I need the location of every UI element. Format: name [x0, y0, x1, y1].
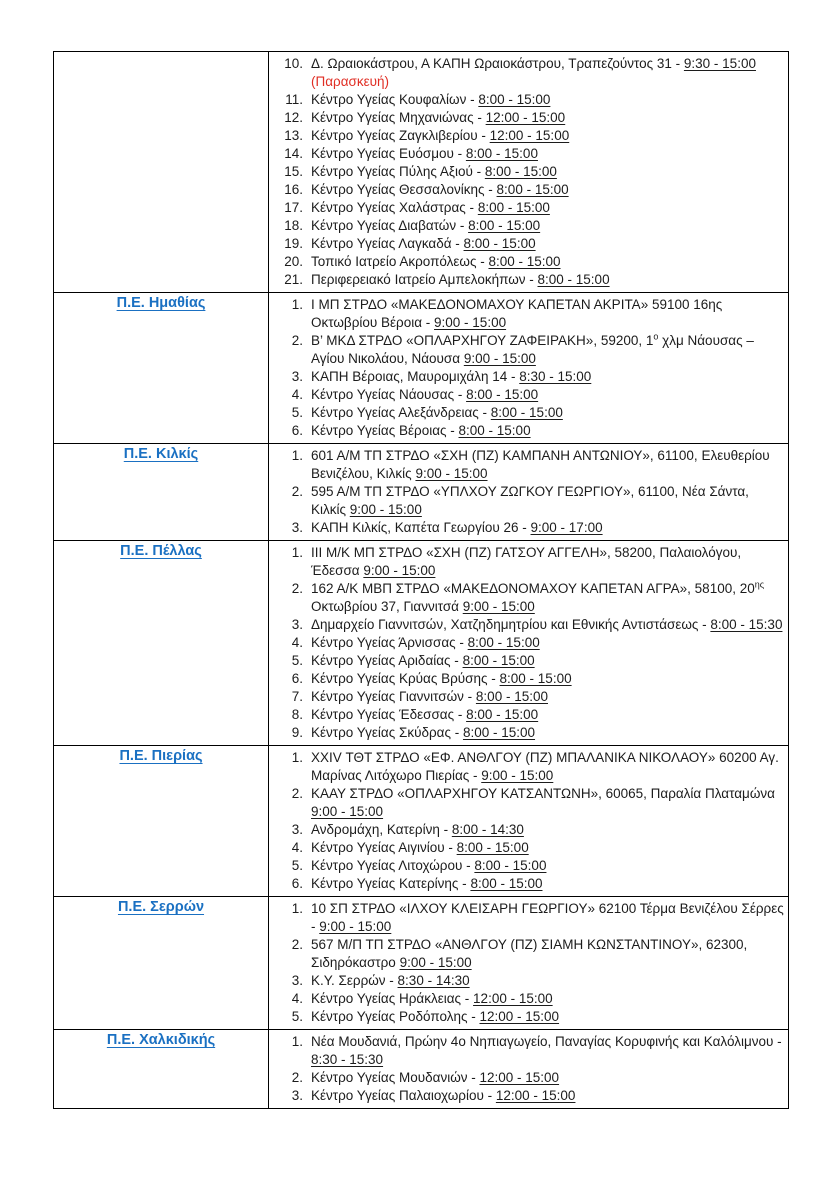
region-link[interactable]: Π.Ε. Σερρών	[117, 899, 205, 915]
item-number: 12.	[284, 110, 303, 125]
item-hours: 8:30 - 15:30	[311, 1052, 384, 1067]
item-number: 6.	[291, 671, 303, 686]
region-link[interactable]: Π.Ε. Πιερίας	[119, 748, 203, 764]
item-text	[311, 368, 784, 386]
item-hours: 9:00 - 15:00	[463, 351, 536, 366]
item-note: (Παρασκευή)	[311, 74, 390, 89]
item-text	[311, 181, 784, 199]
item-number: 5.	[291, 405, 303, 420]
item-hours: 9:00 - 15:00	[311, 804, 384, 819]
item-text	[311, 936, 784, 972]
item-text	[311, 483, 784, 519]
item-hours: 8:00 - 15:00	[490, 405, 563, 420]
item-location-text: Κέντρο Υγείας Ηράκλειας -	[311, 991, 474, 1006]
region-link[interactable]: Π.Ε. Ημαθίας	[116, 295, 206, 311]
region-cell	[54, 444, 269, 541]
location-item	[275, 972, 784, 990]
item-number: 5.	[291, 1009, 303, 1024]
item-number: 10.	[284, 56, 303, 71]
item-text	[311, 332, 784, 368]
item-text	[311, 199, 784, 217]
item-location-text: 162 Α/Κ ΜΒΠ ΣΤΡΔΟ «ΜΑΚΕΔΟΝΟΜΑΧΟΥ ΚΑΠΕΤΑΝ ΑΓΡΑ», 58100, 20	[311, 581, 755, 596]
item-text	[311, 785, 784, 821]
item-number: 8.	[291, 707, 303, 722]
location-item	[275, 688, 784, 706]
locations-cell	[269, 293, 789, 444]
item-number: 1.	[291, 545, 303, 560]
item-number: 19.	[284, 236, 303, 251]
item-number: 4.	[291, 387, 303, 402]
location-item	[275, 145, 784, 163]
item-number: 4.	[291, 840, 303, 855]
item-hours: 12:00 - 15:00	[479, 1070, 560, 1085]
item-location-text: 567 Μ/Π ΤΠ ΣΤΡΔΟ «ΑΝΘΛΓΟΥ (ΠΖ) ΣΙΑΜΗ ΚΩΝΣΤΑΝΤΙΝΟΥ», 62300, Σιδηρόκαστρο	[311, 937, 748, 970]
item-number: 3.	[291, 369, 303, 384]
item-text	[311, 670, 784, 688]
location-item	[275, 91, 784, 109]
location-item	[275, 990, 784, 1008]
item-location-text: Κέντρο Υγείας Σκύδρας -	[311, 725, 463, 740]
location-item	[275, 235, 784, 253]
item-location-text: Δ. Ωραιοκάστρου, Α ΚΑΠΗ Ωραιοκάστρου, Τραπεζούντος 31 -	[311, 56, 684, 71]
locations-cell	[269, 746, 789, 897]
item-hours: 8:00 - 15:00	[466, 707, 539, 722]
item-text	[311, 386, 784, 404]
location-item	[275, 616, 784, 634]
item-text	[311, 990, 784, 1008]
item-number: 15.	[284, 164, 303, 179]
item-number: 13.	[284, 128, 303, 143]
item-location-text: ΚΑΠΗ Κιλκίς, Καπέτα Γεωργίου 26 -	[311, 520, 531, 535]
item-hours: 9:00 - 15:00	[462, 599, 535, 614]
item-text	[311, 1033, 784, 1069]
item-hours: 8:30 - 15:00	[519, 369, 592, 384]
item-text	[311, 404, 784, 422]
item-number: 11.	[285, 92, 303, 107]
item-hours: 8:00 - 15:00	[468, 218, 541, 233]
item-hours: 8:00 - 15:00	[484, 164, 557, 179]
item-location-text: Κέντρο Υγείας Θεσσαλονίκης -	[311, 182, 497, 197]
location-item	[275, 634, 784, 652]
item-number: 2.	[291, 786, 303, 801]
item-text	[311, 821, 784, 839]
item-location-text: ΚΑΑΥ ΣΤΡΔΟ «ΟΠΛΑΡΧΗΓΟΥ ΚΑΤΣΑΝΤΩΝΗ», 60065, Παραλία Πλαταμώνα	[311, 786, 775, 801]
item-text	[311, 422, 784, 440]
item-location-text: Περιφερειακό Ιατρείο Αμπελοκήπων -	[311, 272, 538, 287]
region-cell	[54, 1030, 269, 1109]
location-item	[275, 127, 784, 145]
locations-cell	[269, 897, 789, 1030]
item-hours: 8:00 - 15:30	[710, 617, 783, 632]
item-number: 3.	[291, 617, 303, 632]
item-text	[311, 875, 784, 893]
item-location-text: Κέντρο Υγείας Διαβατών -	[311, 218, 469, 233]
item-number: 1.	[291, 1034, 303, 1049]
location-item	[275, 386, 784, 404]
item-text	[311, 296, 784, 332]
item-hours: 8:00 - 15:00	[477, 200, 550, 215]
location-item	[275, 199, 784, 217]
item-location-text: Κέντρο Υγείας Αλεξάνδρειας -	[311, 405, 491, 420]
item-location-text: Κέντρο Υγείας Άρνισσας -	[311, 635, 468, 650]
item-hours: 8:00 - 15:00	[462, 725, 536, 740]
item-hours: 8:00 - 15:00	[478, 92, 551, 107]
item-location-text: Κέντρο Υγείας Έδεσσας -	[311, 707, 467, 722]
item-location-text: Κέντρο Υγείας Ροδόπολης -	[311, 1009, 480, 1024]
item-hours: 9:00 - 17:00	[530, 520, 603, 535]
item-text	[311, 271, 784, 289]
item-number: 5.	[291, 653, 303, 668]
region-row	[54, 293, 789, 444]
item-text	[311, 839, 784, 857]
item-location-text: Κέντρο Υγείας Λιτοχώρου -	[311, 858, 475, 873]
item-number: 3.	[291, 520, 303, 535]
item-hours: 9:00 - 15:00	[434, 315, 507, 330]
item-number: 3.	[291, 973, 303, 988]
item-hours: 12:00 - 15:00	[479, 1009, 560, 1024]
item-location-text: Β’ ΜΚΔ ΣΤΡΔΟ «ΟΠΛΑΡΧΗΓΟΥ ΖΑΦΕΙΡΑΚΗ», 59200, 1	[311, 333, 654, 348]
item-number: 2.	[291, 1070, 303, 1085]
item-hours: 8:00 - 15:00	[499, 671, 572, 686]
item-hours: 8:00 - 14:30	[451, 822, 524, 837]
location-item	[275, 900, 784, 936]
item-location-text: XXIV ΤΘΤ ΣΤΡΔΟ «ΕΦ. ΑΝΘΛΓΟΥ (ΠΖ) ΜΠΑΛΑΝΙΚΑ ΝΙΚΟΛΑΟΥ» 60200 Αγ. Μαρίνας Λιτόχωρο Πιερίας -	[311, 750, 779, 783]
region-row	[54, 1030, 789, 1109]
location-item	[275, 422, 784, 440]
location-item	[275, 483, 784, 519]
item-location-text: Κέντρο Υγείας Γιαννιτσών -	[311, 689, 476, 704]
location-item	[275, 821, 784, 839]
item-text	[311, 1008, 784, 1026]
item-location-text: Κέντρο Υγείας Πύλης Αξιού -	[311, 164, 485, 179]
item-number: 4.	[291, 991, 303, 1006]
region-cell	[54, 897, 269, 1030]
item-hours: 8:00 - 15:00	[463, 236, 536, 251]
item-hours: 12:00 - 15:00	[473, 991, 553, 1006]
item-text	[311, 109, 784, 127]
region-link[interactable]: Π.Ε. Πέλλας	[120, 543, 202, 559]
item-text	[311, 857, 784, 875]
regional-units-table	[53, 51, 789, 1109]
item-location-text: Κ.Υ. Σερρών -	[311, 973, 398, 988]
item-location-text: Ι ΜΠ ΣΤΡΔΟ «ΜΑΚΕΔΟΝΟΜΑΧΟΥ ΚΑΠΕΤΑΝ ΑΚΡΙΤΑ» 59100 16ης Οκτωβρίου Βέροια -	[311, 297, 723, 330]
location-item	[275, 519, 784, 537]
item-location-text: 10 ΣΠ ΣΤΡΔΟ «ΙΛΧΟΥ ΚΛΕΙΣΑΡΗ ΓΕΩΡΓΙΟΥ» 62100 Τέρμα Βενιζέλου Σέρρες -	[311, 901, 784, 934]
location-item	[275, 785, 784, 821]
location-item	[275, 1069, 784, 1087]
location-item	[275, 670, 784, 688]
item-number: 4.	[291, 635, 303, 650]
item-location-text: Κέντρο Υγείας Αιγινίου -	[311, 840, 457, 855]
item-hours: 9:00 - 15:00	[481, 768, 554, 783]
item-number: 3.	[291, 1088, 303, 1103]
location-item	[275, 936, 784, 972]
item-number: 1.	[291, 901, 303, 916]
item-text	[311, 688, 784, 706]
item-location-text: Κέντρο Υγείας Χαλάστρας -	[311, 200, 478, 215]
item-location-text: Κέντρο Υγείας Κατερίνης -	[311, 876, 471, 891]
item-number: 5.	[291, 858, 303, 873]
locations-cell	[269, 444, 789, 541]
location-item	[275, 368, 784, 386]
location-item	[275, 253, 784, 271]
location-item	[275, 296, 784, 332]
location-item	[275, 706, 784, 724]
item-location-text: Τοπικό Ιατρείο Ακροπόλεως -	[311, 254, 489, 269]
location-item	[275, 181, 784, 199]
item-text	[311, 900, 784, 936]
item-location-text: Νέα Μουδανιά, Πρώην 4ο Νηπιαγωγείο, Παναγίας Κορυφινής και Καλόλιμνου -	[311, 1034, 782, 1049]
item-location-text: ΚΑΠΗ Βέροιας, Μαυρομιχάλη 14 -	[311, 369, 520, 384]
item-location-text: Κέντρο Υγείας Λαγκαδά -	[311, 236, 464, 251]
item-location-text: Κέντρο Υγείας Νάουσας -	[311, 387, 467, 402]
item-text	[311, 253, 784, 271]
item-text	[311, 235, 784, 253]
item-number: 2.	[291, 581, 303, 596]
item-number: 21.	[284, 272, 303, 287]
item-text	[311, 616, 784, 634]
ordinal-superscript: ης	[754, 579, 765, 590]
item-number: 16.	[284, 182, 303, 197]
item-location-text: Ανδρομάχη, Κατερίνη -	[311, 822, 452, 837]
item-hours: 9:00 - 15:00	[319, 919, 392, 934]
location-item	[275, 580, 784, 616]
item-hours: 8:00 - 15:00	[474, 858, 547, 873]
item-hours: 8:00 - 15:00	[475, 689, 548, 704]
item-number: 2.	[291, 484, 303, 499]
location-item	[275, 839, 784, 857]
item-location-text: Κέντρο Υγείας Ευόσμου -	[311, 146, 466, 161]
item-text	[311, 580, 784, 616]
item-hours: 8:00 - 15:00	[496, 182, 569, 197]
item-number: 2.	[291, 937, 303, 952]
region-row	[54, 444, 789, 541]
item-location-text: Δημαρχείο Γιαννιτσών, Χατζηδημητρίου και Εθνικής Αντιστάσεως -	[311, 617, 711, 632]
item-hours: 8:00 - 15:00	[470, 876, 543, 891]
item-location-text: Κέντρο Υγείας Μηχανιώνας -	[311, 110, 486, 125]
item-text	[311, 55, 784, 91]
location-item	[275, 404, 784, 422]
location-item	[275, 724, 784, 742]
item-text	[311, 634, 784, 652]
item-hours: 9:00 - 15:00	[399, 955, 472, 970]
item-number: 14.	[284, 146, 303, 161]
item-hours: 8:30 - 14:30	[397, 973, 470, 988]
item-text	[311, 1087, 784, 1105]
item-text	[311, 519, 784, 537]
item-text	[311, 145, 784, 163]
item-text	[311, 544, 784, 580]
item-location-text: Κέντρο Υγείας Κουφαλίων -	[311, 92, 479, 107]
item-hours: 8:00 - 15:00	[537, 272, 610, 287]
location-item	[275, 875, 784, 893]
item-number: 2.	[291, 333, 303, 348]
region-cell	[54, 541, 269, 746]
table-body	[54, 52, 789, 1109]
item-number: 20.	[284, 254, 303, 269]
item-text	[311, 91, 784, 109]
location-item	[275, 109, 784, 127]
location-item	[275, 55, 784, 91]
item-hours: 8:00 - 15:00	[488, 254, 561, 269]
region-row	[54, 897, 789, 1030]
item-location-text: Κέντρο Υγείας Αριδαίας -	[311, 653, 463, 668]
region-row	[54, 746, 789, 897]
item-hours: 9:00 - 15:00	[363, 563, 436, 578]
item-number: 7.	[291, 689, 303, 704]
item-hours: 12:00 - 15:00	[495, 1088, 576, 1103]
ordinal-superscript: ο	[653, 331, 659, 342]
location-item	[275, 332, 784, 368]
region-link[interactable]: Π.Ε. Χαλκιδικής	[106, 1032, 216, 1048]
location-item	[275, 544, 784, 580]
location-item	[275, 1033, 784, 1069]
item-location-text: 595 Α/Μ ΤΠ ΣΤΡΔΟ «ΥΠΛΧΟΥ ΖΩΓΚΟΥ ΓΕΩΡΓΙΟΥ», 61100, Νέα Σάντα, Κιλκίς	[311, 484, 749, 517]
item-number: 3.	[291, 822, 303, 837]
item-hours: 9:00 - 15:00	[415, 466, 488, 481]
locations-cell	[269, 52, 789, 293]
location-item	[275, 271, 784, 289]
item-hours: 8:00 - 15:00	[456, 840, 529, 855]
item-hours: 8:00 - 15:00	[465, 146, 538, 161]
item-location-text: Κέντρο Υγείας Βέροιας -	[311, 423, 459, 438]
item-number: 1.	[291, 297, 303, 312]
item-text	[311, 652, 784, 670]
item-text	[311, 447, 784, 483]
region-cell	[54, 52, 269, 293]
item-number: 6.	[291, 423, 303, 438]
item-text	[311, 1069, 784, 1087]
item-hours: 8:00 - 15:00	[467, 635, 540, 650]
item-location-text: χλμ Νάουσας – Αγίου Νικολάου, Νάουσα	[311, 333, 754, 366]
location-item	[275, 163, 784, 181]
item-hours: 8:00 - 15:00	[466, 387, 539, 402]
item-hours: 9:00 - 15:00	[349, 502, 422, 517]
location-item	[275, 857, 784, 875]
item-location-text: Οκτωβρίου 37, Γιαννιτσά	[311, 599, 463, 614]
item-location-text: Κέντρο Υγείας Ζαγκλιβερίου -	[311, 128, 490, 143]
location-item	[275, 447, 784, 483]
item-text	[311, 127, 784, 145]
locations-cell	[269, 541, 789, 746]
region-cell	[54, 746, 269, 897]
region-row	[54, 52, 789, 293]
item-number: 1.	[291, 448, 303, 463]
region-cell	[54, 293, 269, 444]
item-location-text: Κέντρο Υγείας Μουδανιών -	[311, 1070, 480, 1085]
item-number: 17.	[284, 200, 303, 215]
item-number: 1.	[291, 750, 303, 765]
item-number: 6.	[291, 876, 303, 891]
location-item	[275, 217, 784, 235]
item-text	[311, 749, 784, 785]
item-location-text: ΙΙΙ Μ/Κ ΜΠ ΣΤΡΔΟ «ΣΧΗ (ΠΖ) ΓΑΤΣΟΥ ΑΓΓΕΛΗ», 58200, Παλαιολόγου, Έδεσσα	[311, 545, 742, 578]
item-hours: 12:00 - 15:00	[485, 110, 566, 125]
item-text	[311, 163, 784, 181]
item-number: 18.	[284, 218, 303, 233]
item-text	[311, 724, 784, 742]
region-row	[54, 541, 789, 746]
item-number: 9.	[291, 725, 303, 740]
item-hours: 8:00 - 15:00	[458, 423, 531, 438]
item-hours: 9:30 - 15:00	[683, 56, 756, 71]
item-text	[311, 217, 784, 235]
region-link[interactable]: Π.Ε. Κιλκίς	[123, 446, 199, 462]
location-item	[275, 1087, 784, 1105]
locations-cell	[269, 1030, 789, 1109]
item-location-text: Κέντρο Υγείας Κρύας Βρύσης -	[311, 671, 500, 686]
item-text	[311, 972, 784, 990]
item-text	[311, 706, 784, 724]
item-hours: 12:00 - 15:00	[489, 128, 570, 143]
item-location-text: Κέντρο Υγείας Παλαιοχωρίου -	[311, 1088, 496, 1103]
item-location-text: 601 Α/Μ ΤΠ ΣΤΡΔΟ «ΣΧΗ (ΠΖ) ΚΑΜΠΑΝΗ ΑΝΤΩΝΙΟΥ», 61100, Ελευθερίου Βενιζέλου, Κιλκίς	[311, 448, 770, 481]
location-item	[275, 652, 784, 670]
location-item	[275, 749, 784, 785]
location-item	[275, 1008, 784, 1026]
item-hours: 8:00 - 15:00	[462, 653, 535, 668]
